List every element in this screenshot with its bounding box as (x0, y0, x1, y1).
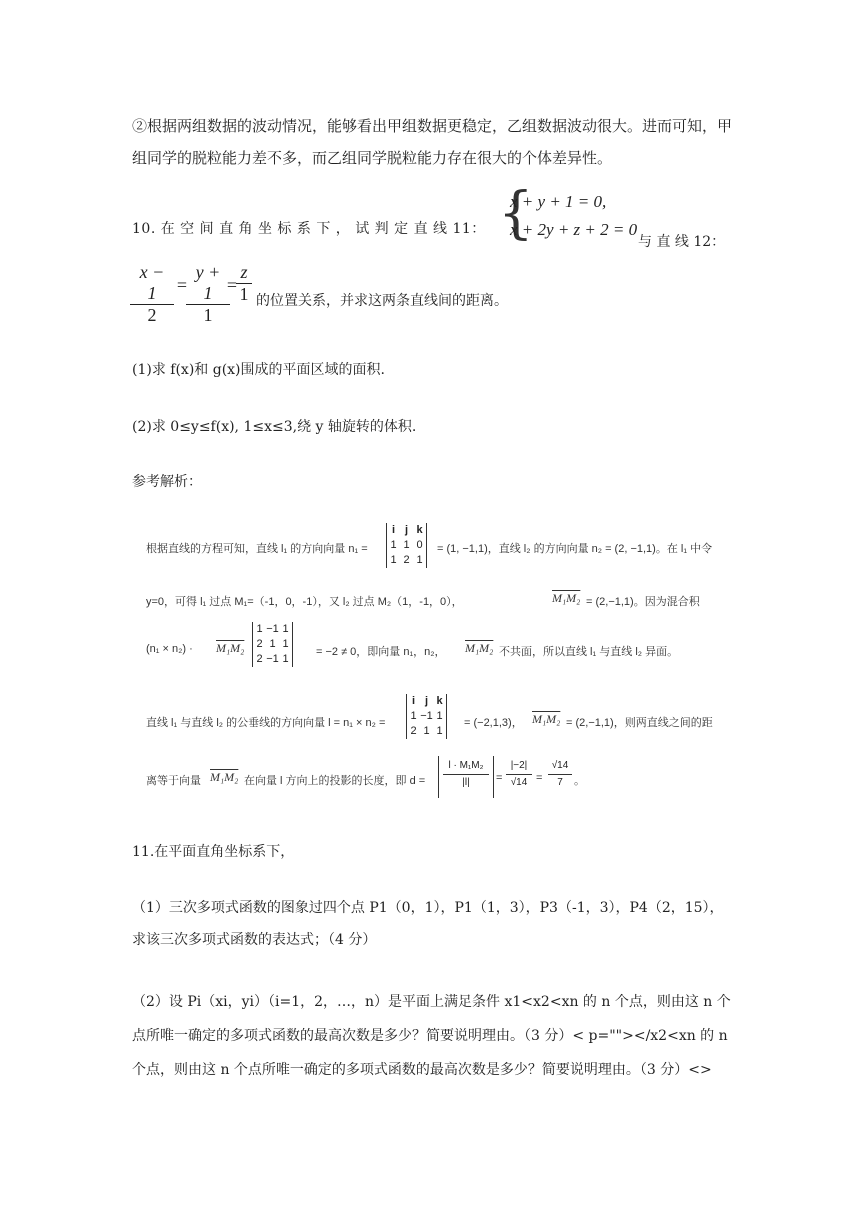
m2-cell: 1 (282, 638, 289, 650)
m3-cell: k (436, 695, 443, 707)
m1-cell: 1 (390, 539, 397, 551)
vector-m1m2: M₁M₂ (532, 712, 561, 726)
d-frac-1-num: l · M₁M₂ (443, 758, 489, 775)
m3-cell: 1 (423, 725, 430, 737)
m2-cell: 2 (256, 653, 263, 665)
vector-m1m2: M₁M₂ (210, 770, 239, 784)
m2-cell: 1 (269, 638, 276, 650)
solution-line-3a: (n₁ × n₂) · (146, 643, 193, 655)
vector-m1m2: M₁M₂ (465, 641, 494, 655)
equals-1: = (176, 275, 188, 295)
fraction-2-numerator: y + 1 (186, 262, 230, 305)
q10-suffix: 的位置关系，并求这两条直线间的距离。 (256, 293, 508, 309)
q11-part-2: （2）设 Pi（xi，yi）（i=1，2，…，n）是平面上满足条件 x1<x2<xn 的 n 个点，则由这 n 个点所唯一确定的多项式函数的最高次数是多少？简要说明理由。（3 分）< p=""></x2<xn 的 n 个点，则由这 n 个点所唯一确定的多项式函数的最高次数是多少？简要说明理由。（3 分）<> (132, 994, 731, 1078)
vector-m1m2: M₁M₂ (552, 591, 581, 605)
m1-cell: 0 (416, 539, 423, 551)
m3-cell: 1 (436, 710, 443, 722)
m1-cell: 1 (390, 554, 397, 566)
solution-line-2b: = (2,−1,1)。因为混合积 (586, 596, 700, 608)
m2-cell: −1 (266, 653, 279, 665)
q11-part-1: （1）三次多项式函数的图象过四个点 P1（0，1），P1（1，3），P3（-1，3），P4（2，15），求该三次多项式函数的表达式；（4 分） (132, 900, 724, 948)
m2-cell: −1 (266, 623, 279, 635)
m3-cell: i (411, 695, 416, 707)
fraction-1-denominator: 2 (147, 305, 157, 325)
d-frac-2 (506, 758, 532, 791)
matrix-1 (386, 523, 427, 568)
fraction-3 (236, 262, 252, 305)
sub-question-2: (2)求 0≤y≤f(x), 1≤x≤3,绕 y 轴旋转的体积. (132, 419, 417, 435)
reference-label: 参考解析： (132, 474, 202, 490)
m3-cell: j (424, 695, 429, 707)
paragraph-conclusion: ②根据两组数据的波动情况，能够看出甲组数据更稳定，乙组数据波动很大。进而可知，甲组同学的脱粒能力差不多，而乙组同学脱粒能力存在很大的个体差异性。 (132, 117, 733, 167)
system-equation-1: x + y + 1 = 0, (510, 192, 607, 211)
m3-cell: −1 (420, 710, 433, 722)
equals-sign: = (496, 772, 503, 784)
equation-system (498, 181, 638, 248)
m1-cell: k (416, 524, 423, 536)
solution-line-1a: 根据直线的方程可知，直线 l₁ 的方向向量 n₁ = (146, 543, 368, 555)
m2-cell: 2 (256, 638, 263, 650)
m1-cell: j (404, 524, 409, 536)
d-frac-2-num: |−2| (506, 758, 532, 775)
solution-line-3b: = −2 ≠ 0，即向量 n₁，n₂， (316, 646, 446, 658)
d-frac-3-num: √14 (548, 758, 572, 775)
d-frac-2-den: √14 (510, 777, 528, 788)
matrix-3 (406, 694, 447, 739)
distance-abs-fraction (438, 756, 494, 798)
d-frac-1-den: |l| (462, 777, 470, 788)
solution-line-5c: 。 (574, 775, 585, 787)
solution-line-3c: 不共面，所以直线 l₁ 与直线 l₂ 异面。 (499, 646, 679, 658)
solution-line-4c: = (2,−1,1)，则两直线之间的距 (566, 717, 713, 729)
m3-cell: 2 (410, 725, 417, 737)
m3-cell: 1 (436, 725, 443, 737)
solution-line-2: y=0，可得 l₁ 过点 M₁=（-1，0，-1），又 l₂ 过点 M₂（1，-1，0）， (146, 596, 463, 608)
sub-question-1: (1)求 f(x)和 g(x)围成的平面区域的面积. (132, 362, 385, 378)
q11-title: 11.在平面直角坐标系下， (132, 844, 295, 860)
fraction-3-denominator: 1 (239, 284, 249, 304)
brace-icon: { (498, 181, 534, 246)
m3-cell: 1 (410, 710, 417, 722)
m2-cell: 1 (256, 623, 263, 635)
q10-middle: 与 直 线 12： (638, 234, 726, 250)
vector-m1m2: M₁M₂ (216, 641, 245, 655)
m1-cell: i (391, 524, 396, 536)
q10-prefix: 10. 在 空 间 直 角 坐 标 系 下 ， 试 判 定 直 线 11： (132, 221, 486, 237)
equals-sign: = (536, 772, 543, 784)
matrix-2 (252, 622, 293, 667)
m2-cell: 1 (282, 623, 289, 635)
fraction-2 (186, 262, 230, 326)
fraction-2-denominator: 1 (203, 305, 213, 325)
fraction-3-numerator: z (236, 262, 252, 284)
solution-line-5a: 离等于向量 (146, 775, 201, 787)
m1-cell: 1 (416, 554, 423, 566)
fraction-1-numerator: x − 1 (130, 262, 174, 305)
m1-cell: 2 (403, 554, 410, 566)
equals-2: = (226, 275, 238, 295)
d-frac-3-den: 7 (557, 777, 563, 788)
m2-cell: 1 (282, 653, 289, 665)
solution-line-4a: 直线 l₁ 与直线 l₂ 的公垂线的方向向量 l = n₁ × n₂ = (146, 717, 386, 729)
solution-line-5b: 在向量 l 方向上的投影的长度，即 d = (244, 775, 426, 787)
system-equation-2: x + 2y + z + 2 = 0 (510, 220, 638, 239)
d-frac-3 (548, 758, 572, 791)
solution-line-1b: = (1, −1,1)，直线 l₂ 的方向向量 n₂ = (2, −1,1)。在 l₁ 中令 (437, 543, 713, 555)
solution-line-4b: = (−2,1,3)， (464, 717, 523, 729)
fraction-1 (130, 262, 174, 326)
m1-cell: 1 (403, 539, 410, 551)
